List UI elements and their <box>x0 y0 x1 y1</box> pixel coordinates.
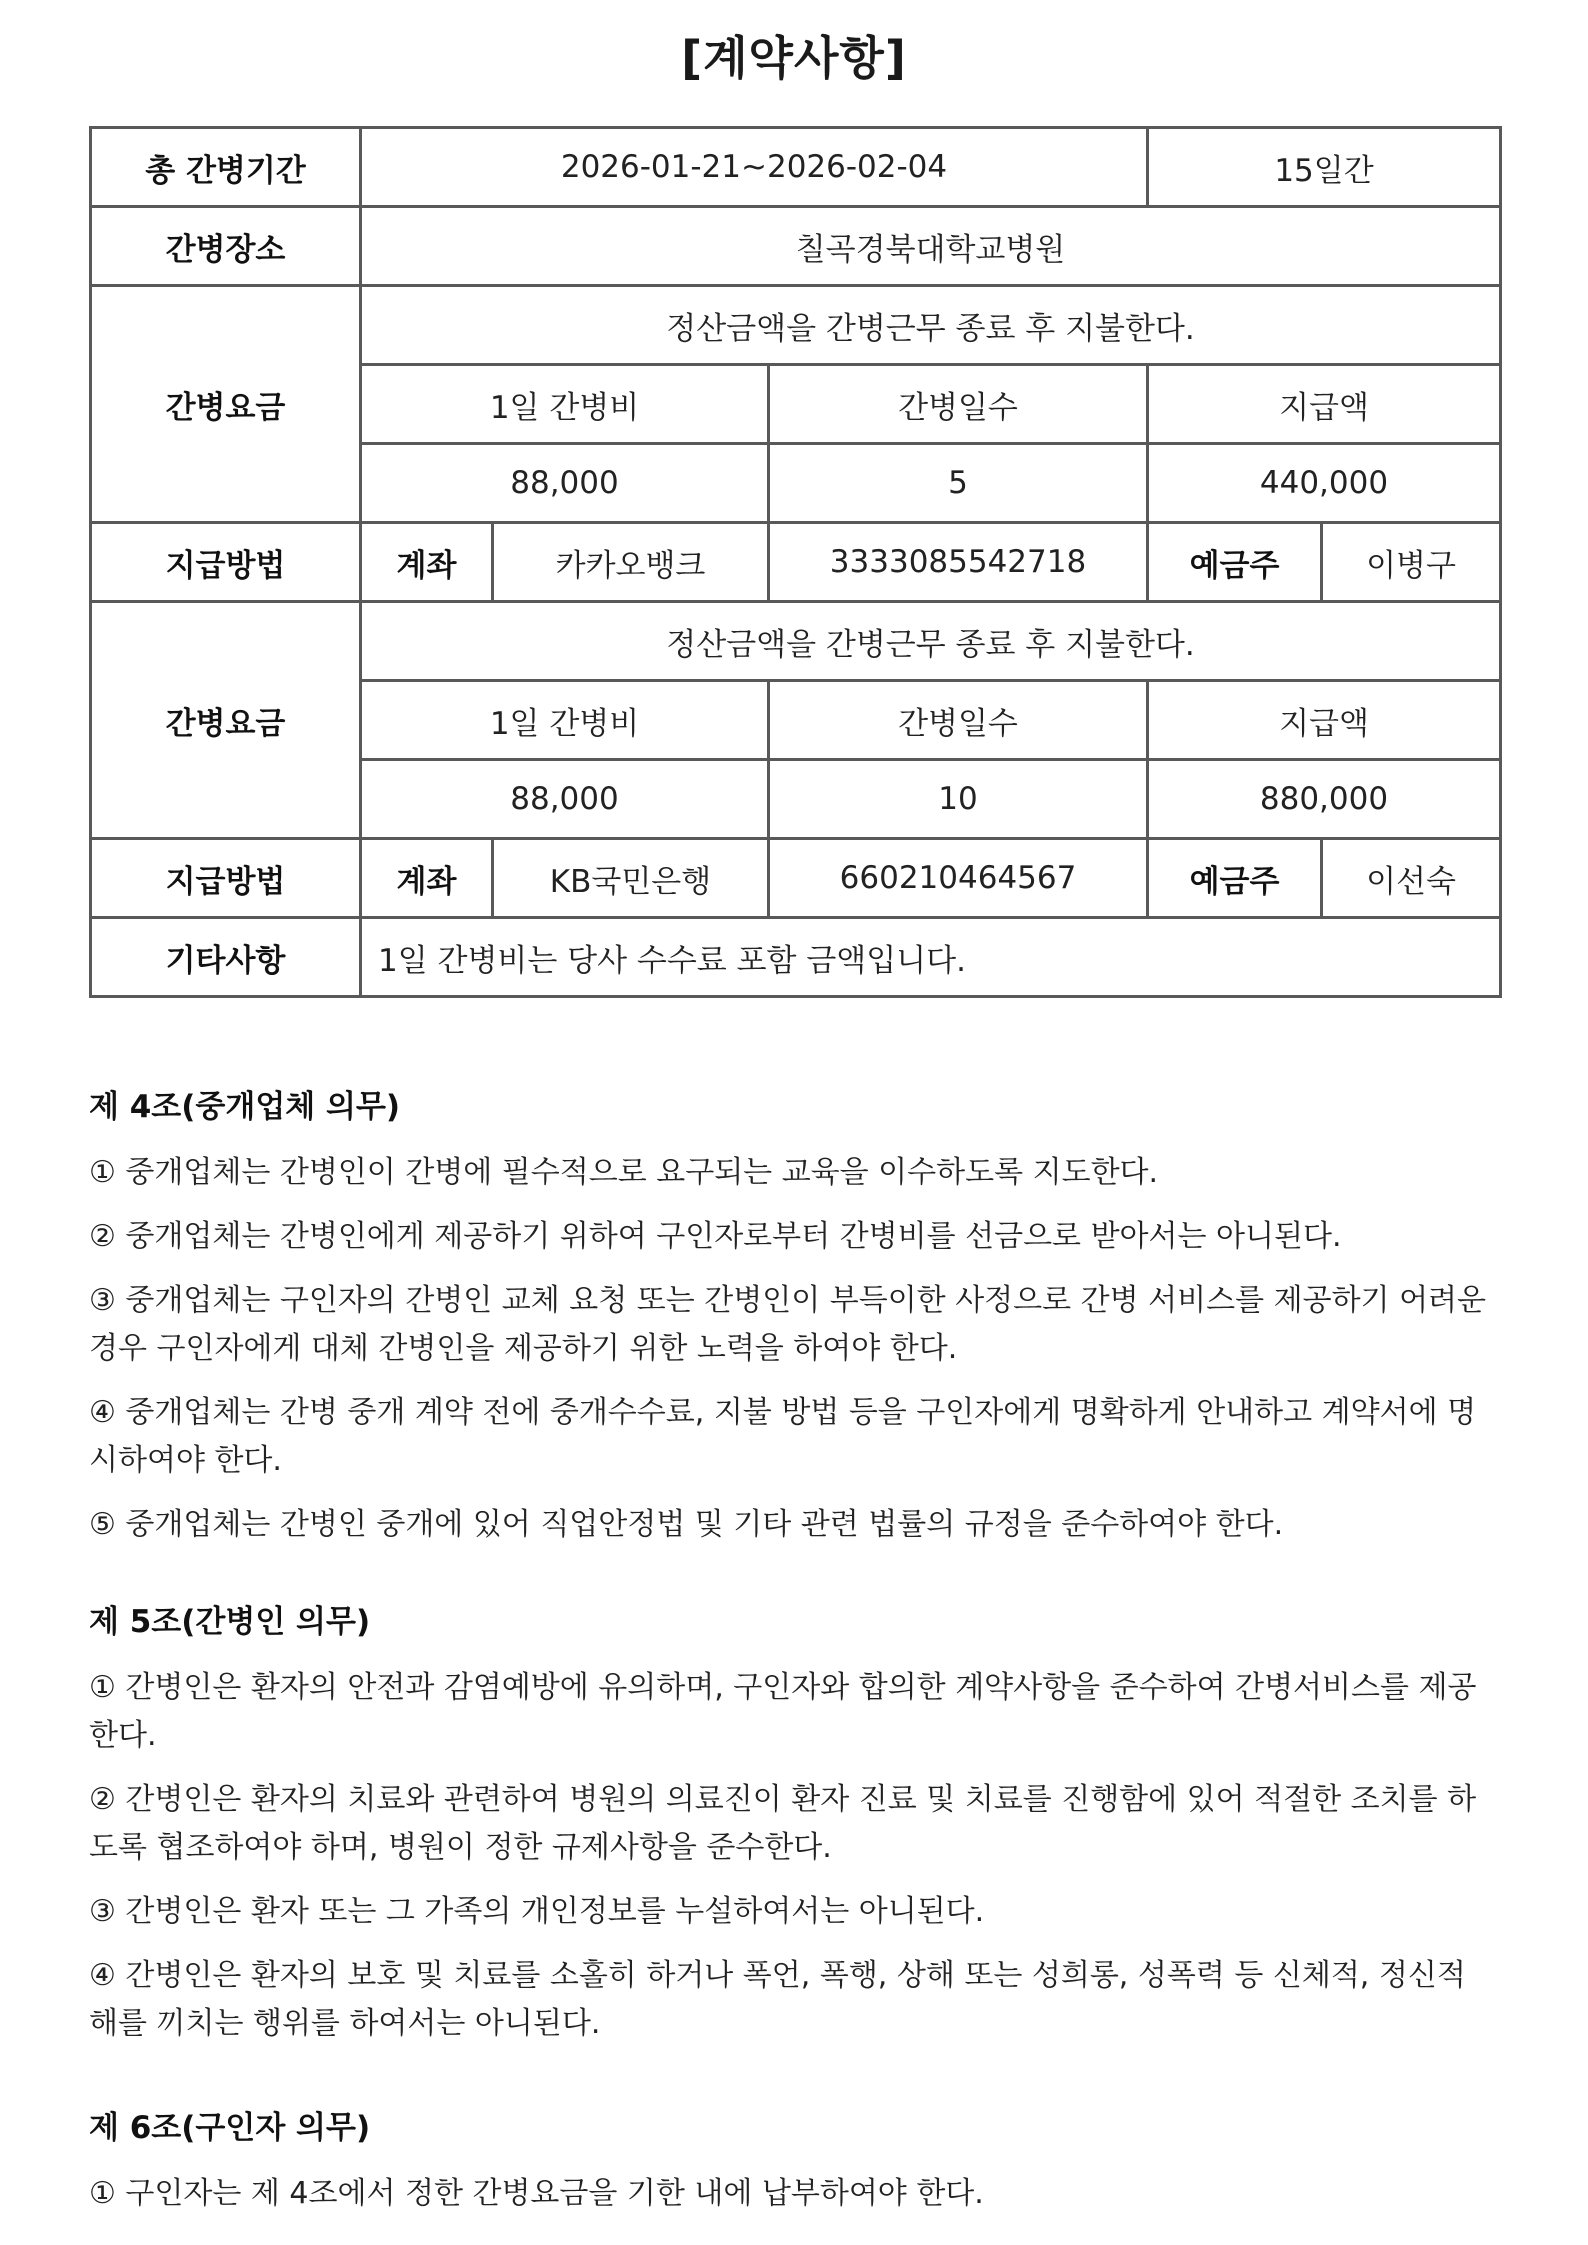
payment-label: 지급방법 <box>91 523 361 602</box>
bank-name: 카카오뱅크 <box>493 523 769 602</box>
account-label: 계좌 <box>361 839 493 918</box>
payment-label: 지급방법 <box>91 839 361 918</box>
article-6 <box>89 2106 1501 2234</box>
fee-label: 간병요금 <box>91 286 361 523</box>
daily-fee-header: 1일 간병비 <box>361 681 769 760</box>
article-item: ③ 중개업체는 구인자의 간병인 교체 요청 또는 간병인이 부득이한 사정으로 간병 서비스를 제공하기 어려운 경우 구인자에게 대체 간병인을 제공하기 위한 노력을 하여야 한다. <box>89 1283 1487 1366</box>
holder-name: 이병구 <box>1322 523 1501 602</box>
place-row <box>91 207 1501 286</box>
article-item: ① 중개업체는 간병인이 간병에 필수적으로 요구되는 교육을 이수하도록 지도한다. <box>89 1155 1159 1190</box>
article-item: ④ 간병인은 환자의 보호 및 치료를 소홀히 하거나 폭언, 폭행, 상해 또는 성희롱, 성폭력 등 신체적, 정신적 해를 끼치는 행위를 하여서는 아니된다. <box>89 1958 1466 2041</box>
account-label: 계좌 <box>361 523 493 602</box>
payment-amount-header: 지급액 <box>1148 365 1501 444</box>
article-4 <box>89 1085 1501 1565</box>
article-heading: 제 4조(중개업체 의무) <box>89 1089 401 1125</box>
care-days-value: 10 <box>769 760 1148 839</box>
contract-table <box>89 126 1502 998</box>
payment-amount-value: 880,000 <box>1148 760 1501 839</box>
payment-row <box>91 839 1501 918</box>
daily-fee-header: 1일 간병비 <box>361 365 769 444</box>
fee-label: 간병요금 <box>91 602 361 839</box>
article-item: ① 구인자는 제 4조에서 정한 간병요금을 기한 내에 납부하여야 한다. <box>89 2176 984 2211</box>
article-heading: 제 6조(구인자 의무) <box>89 2110 371 2146</box>
payment-row <box>91 523 1501 602</box>
etc-value: 1일 간병비는 당사 수수료 포함 금액입니다. <box>361 918 1501 997</box>
period-row <box>91 128 1501 207</box>
article-5 <box>89 1600 1501 2064</box>
article-item: ③ 간병인은 환자 또는 그 가족의 개인정보를 누설하여서는 아니된다. <box>89 1894 985 1929</box>
fee-note: 정산금액을 간병근무 종료 후 지불한다. <box>361 602 1501 681</box>
article-item: ② 간병인은 환자의 치료와 관련하여 병원의 의료진이 환자 진료 및 치료를 진행함에 있어 적절한 조치를 하도록 협조하여야 하며, 병원이 정한 규제사항을 준수한다. <box>89 1782 1477 1865</box>
period-label: 총 간병기간 <box>91 128 361 207</box>
daily-fee-value: 88,000 <box>361 760 769 839</box>
article-item: ⑤ 중개업체는 간병인 중개에 있어 직업안정법 및 기타 관련 법률의 규정을 준수하여야 한다. <box>89 1507 1284 1542</box>
bank-name: KB국민은행 <box>493 839 769 918</box>
fee-note-row <box>91 286 1501 365</box>
account-number: 660210464567 <box>769 839 1148 918</box>
article-heading: 제 5조(간병인 의무) <box>89 1604 371 1640</box>
care-days-header: 간병일수 <box>769 681 1148 760</box>
article-item: ④ 중개업체는 간병 중개 계약 전에 중개수수료, 지불 방법 등을 구인자에게 명확하게 안내하고 계약서에 명시하여야 한다. <box>89 1395 1477 1478</box>
period-days: 15일간 <box>1148 128 1501 207</box>
holder-label: 예금주 <box>1148 839 1322 918</box>
article-item: ① 간병인은 환자의 안전과 감염예방에 유의하며, 구인자와 합의한 계약사항을 준수하여 간병서비스를 제공한다. <box>89 1670 1477 1753</box>
holder-label: 예금주 <box>1148 523 1322 602</box>
page-title: [계약사항] <box>681 31 907 85</box>
article-item: ② 중개업체는 간병인에게 제공하기 위하여 구인자로부터 간병비를 선금으로 받아서는 아니된다. <box>89 1219 1342 1254</box>
holder-name: 이선숙 <box>1322 839 1501 918</box>
care-days-value: 5 <box>769 444 1148 523</box>
place-value: 칠곡경북대학교병원 <box>361 207 1501 286</box>
fee-note: 정산금액을 간병근무 종료 후 지불한다. <box>361 286 1501 365</box>
payment-amount-value: 440,000 <box>1148 444 1501 523</box>
care-days-header: 간병일수 <box>769 365 1148 444</box>
etc-label: 기타사항 <box>91 918 361 997</box>
etc-row <box>91 918 1501 997</box>
daily-fee-value: 88,000 <box>361 444 769 523</box>
payment-amount-header: 지급액 <box>1148 681 1501 760</box>
period-range: 2026-01-21~2026-02-04 <box>361 128 1148 207</box>
fee-note-row <box>91 602 1501 681</box>
place-label: 간병장소 <box>91 207 361 286</box>
account-number: 3333085542718 <box>769 523 1148 602</box>
